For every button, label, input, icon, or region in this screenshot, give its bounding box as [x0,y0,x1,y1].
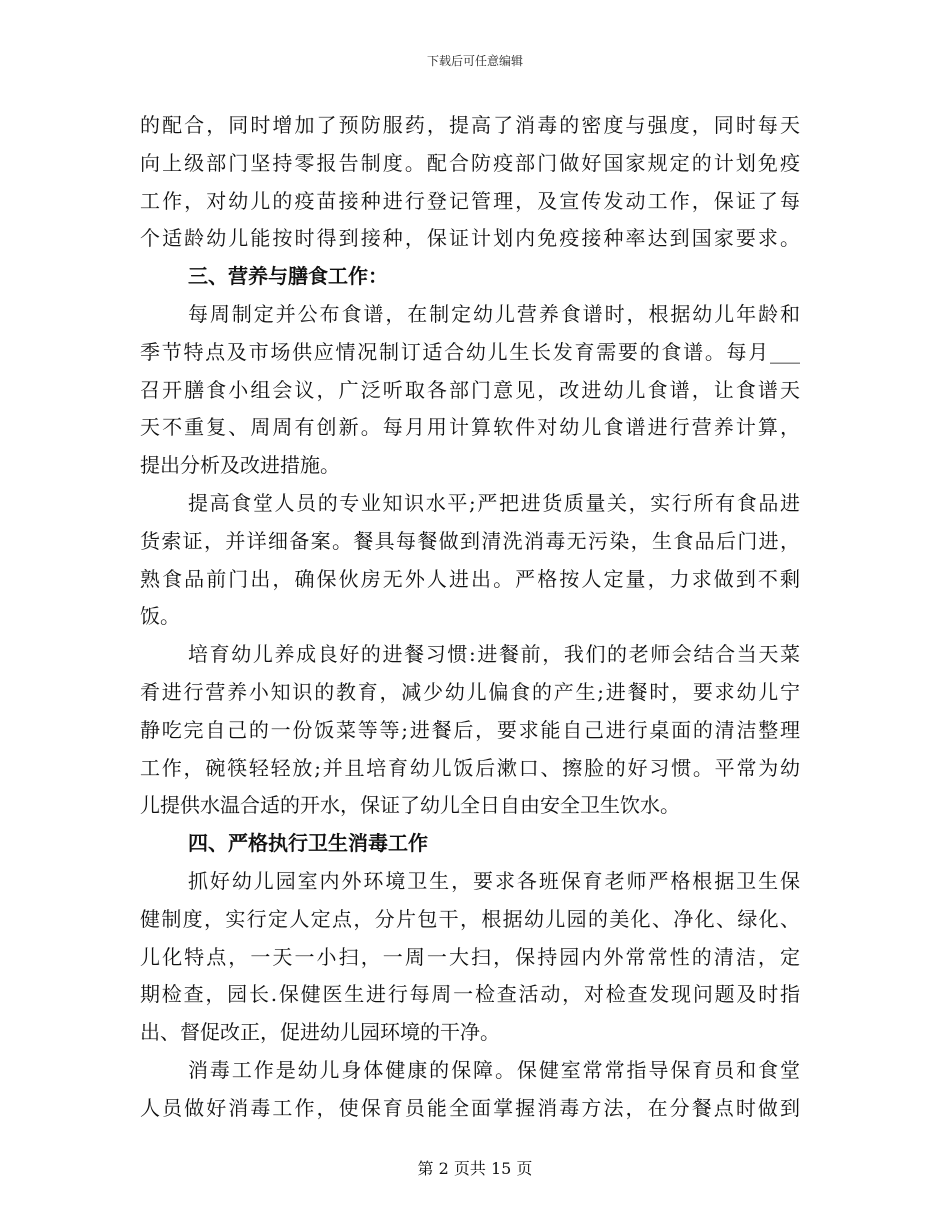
paragraph-line: 培育幼儿养成良好的进餐习惯:进餐前，我们的老师会结合当天菜 [188,642,800,667]
section-heading-disinfection: 四、严格执行卫生消毒工作 [188,831,428,856]
paragraph-line: 召开膳食小组会议，广泛听取各部门意见，改进幼儿食谱，让食谱天 [140,377,800,402]
paragraph-line: 儿提供水温合适的开水，保证了幼儿全日自由安全卫生饮水。 [140,793,680,818]
paragraph-line: 出、督促改正，促进幼儿园环境的干净。 [140,1020,500,1045]
paragraph-line: 季节特点及市场供应情况制订适合幼儿生长发育需要的食谱。每月___ [140,339,800,364]
paragraph-line: 天不重复、周周有创新。每月用计算软件对幼儿食谱进行营养计算， [140,415,800,440]
paragraph-line: 提出分析及改进措施。 [140,453,340,478]
paragraph-line: 肴进行营养小知识的教育，减少幼儿偏食的产生;进餐时，要求幼儿宁 [140,679,800,704]
paragraph-line: 静吃完自己的一份饭菜等等;进餐后，要求能自己进行桌面的清洁整理 [140,717,800,742]
body-text [140,107,800,1128]
paragraph-line: 每周制定并公布食谱，在制定幼儿营养食谱时，根据幼儿年龄和 [188,301,800,326]
paragraph-line: 货索证，并详细备案。餐具每餐做到清洗消毒无污染，生食品后门进， [140,528,800,553]
paragraph-line: 的配合，同时增加了预防服药，提高了消毒的密度与强度，同时每天 [140,113,800,137]
section-heading-nutrition: 三、营养与膳食工作： [188,264,388,289]
paragraph-line: 抓好幼儿园室内外环境卫生，要求各班保育老师严格根据卫生保 [188,868,800,893]
page-number: 第 2 页共 15 页 [417,1159,533,1178]
paragraph-line: 人员做好消毒工作，使保育员能全面掌握消毒方法，在分餐点时做到 [140,1095,800,1120]
paragraph-line: 消毒工作是幼儿身体健康的保障。保健室常常指导保育员和食堂 [188,1057,800,1082]
paragraph-line: 熟食品前门出，确保伙房无外人进出。严格按人定量，力求做到不剩 [140,566,800,591]
paragraph-line: 提高食堂人员的专业知识水平;严把进货质量关，实行所有食品进 [188,490,800,515]
paragraph-line: 工作，对幼儿的疫苗接种进行登记管理，及宣传发动工作，保证了每 [140,188,800,213]
paragraph-line: 期检查，园长.保健医生进行每周一检查活动，对检查发现问题及时指 [140,982,800,1007]
paragraph-line: 向上级部门坚持零报告制度。配合防疫部门做好国家规定的计划免疫 [140,150,800,175]
paragraph-line: 饭。 [140,604,180,629]
paragraph-line: 个适龄幼儿能按时得到接种，保证计划内免疫接种率达到国家要求。 [140,226,800,251]
page-header: 下载后可任意编辑 [426,54,523,68]
paragraph-line: 健制度，实行定人定点，分片包干，根据幼儿园的美化、净化、绿化、 [140,906,800,931]
paragraph-line: 工作，碗筷轻轻放;并且培育幼儿饭后漱口、擦脸的好习惯。平常为幼 [140,755,800,780]
paragraph-line: 儿化特点，一天一小扫，一周一大扫，保持园内外常常性的清洁，定 [140,944,800,969]
